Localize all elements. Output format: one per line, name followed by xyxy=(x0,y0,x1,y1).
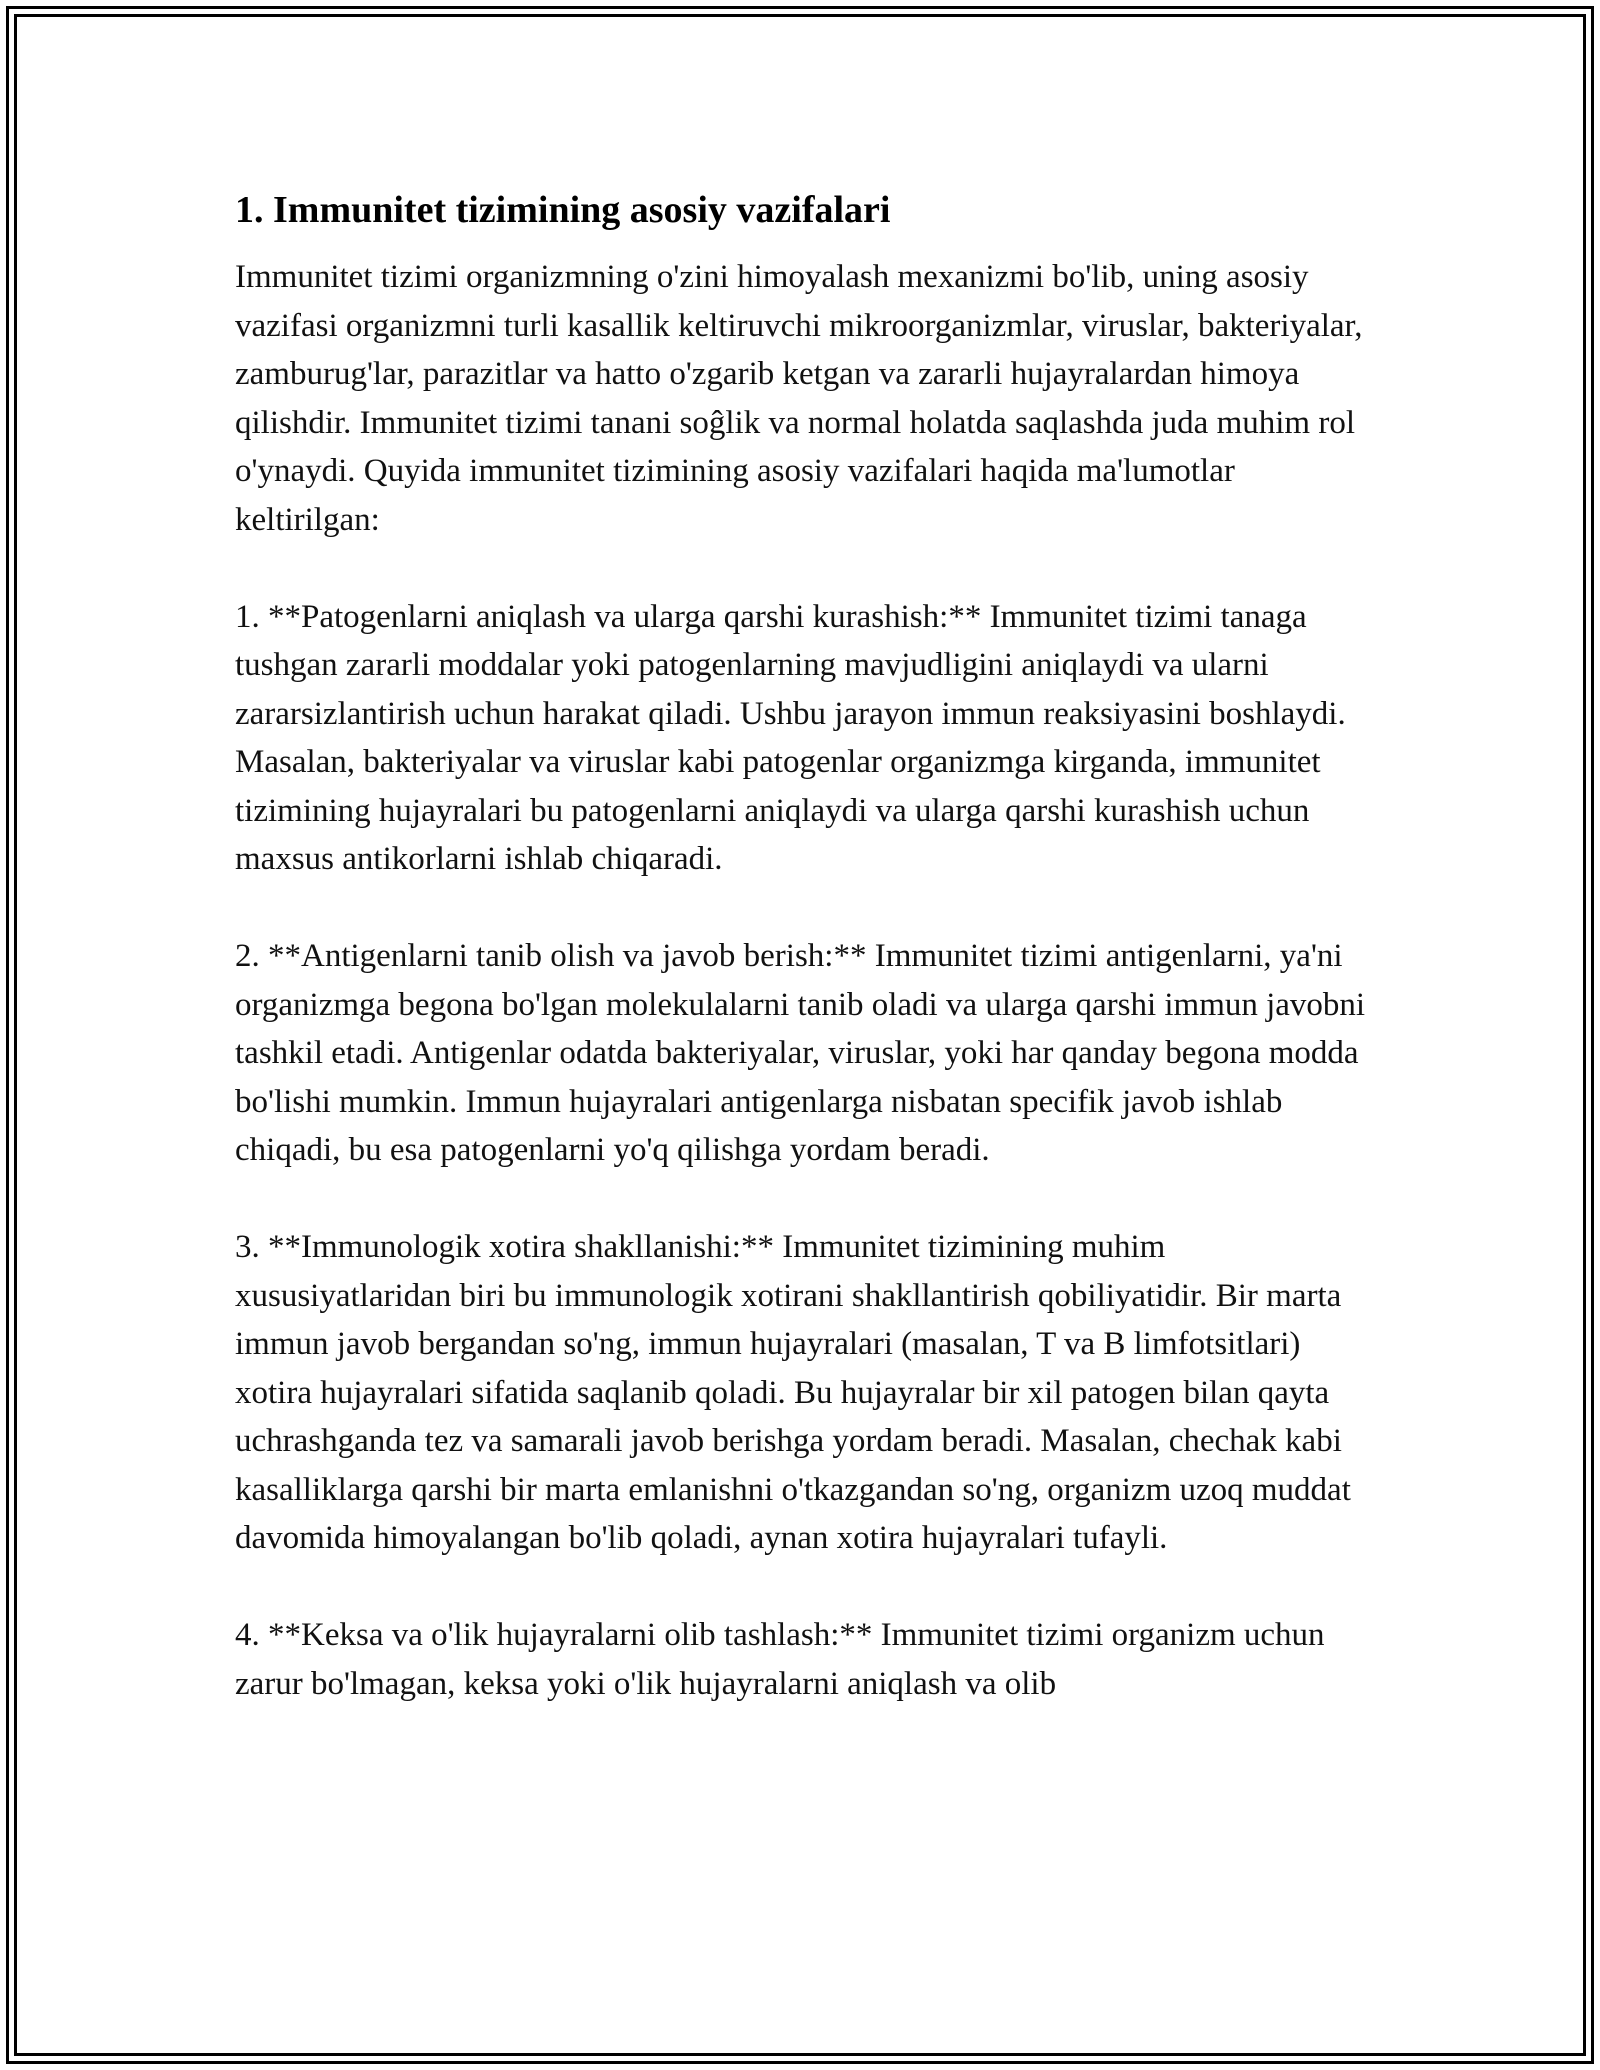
list-item-3-paragraph: 3. **Immunologik xotira shakllanishi:** Immunitet tizimining muhim xususiyatlaridan biri bu immunologik xotirani shakllantirish qobiliyatidir. Bir marta immun javob bergandan so'ng, immun hujayralari (masalan, T va B limfotsitlari) xotira hujayralari sifatida saqlanib qoladi. Bu hujayralar bir xil patogen bilan qayta uchrashganda tez va samarali javob berishga yordam beradi. Masalan, chechak kabi kasalliklarga qarshi bir marta emlanishni o'tkazgandan so'ng, organizm uzoq muddat davomida himoyalangan bo'lib qoladi, aynan xotira hujayralari tufayli. xyxy=(235,1229,1351,1556)
document-body xyxy=(235,185,1375,1757)
list-item-2-paragraph: 2. **Antigenlarni tanib olish va javob berish:** Immunitet tizimi antigenlarni, ya'ni organizmga begona bo'lgan molekulalarni tanib oladi va ularga qarshi immun javobni tashkil etadi. Antigenlar odatda bakteriyalar, viruslar, yoki har qanday begona modda bo'lishi mumkin. Immun hujayralari antigenlarga nisbatan specifik javob ishlab chiqadi, bu esa patogenlarni yo'q qilishga yordam beradi. xyxy=(235,938,1366,1168)
list-item-4-paragraph: 4. **Keksa va o'lik hujayralarni olib tashlash:** Immunitet tizimi organizm uchun zarur bo'lmagan, keksa yoki o'lik hujayralarni aniqlash va olib xyxy=(235,1617,1325,1702)
list-item-1-paragraph: 1. **Patogenlarni aniqlash va ularga qarshi kurashish:** Immunitet tizimi tanaga tushgan zararli moddalar yoki patogenlarning mavjudligini aniqlaydi va ularni zararsizlantirish uchun harakat qiladi. Ushbu jarayon immun reaksiyasini boshlaydi. Masalan, bakteriyalar va viruslar kabi patogenlar organizmga kirganda, immunitet tizimining hujayralari bu patogenlarni aniqlaydi va ularga qarshi kurashish uchun maxsus antikorlarni ishlab chiqaradi. xyxy=(235,598,1346,877)
intro-paragraph: Immunitet tizimi organizmning o'zini himoyalash mexanizmi bo'lib, uning asosiy vazifasi organizmni turli kasallik keltiruvchi mikroorganizmlar, viruslar, bakteriyalar, zamburug'lar, parazitlar va hatto o'zgarib ketgan va zararli hujayralardan himoya qilishdir. Immunitet tizimi tanani soĝlik va normal holatda saqlashda juda muhim rol o'ynaydi. Quyida immunitet tizimining asosiy vazifalari haqida ma'lumotlar keltirilgan: xyxy=(235,259,1363,538)
section-heading: 1. Immunitet tizimining asosiy vazifalari xyxy=(235,189,891,231)
